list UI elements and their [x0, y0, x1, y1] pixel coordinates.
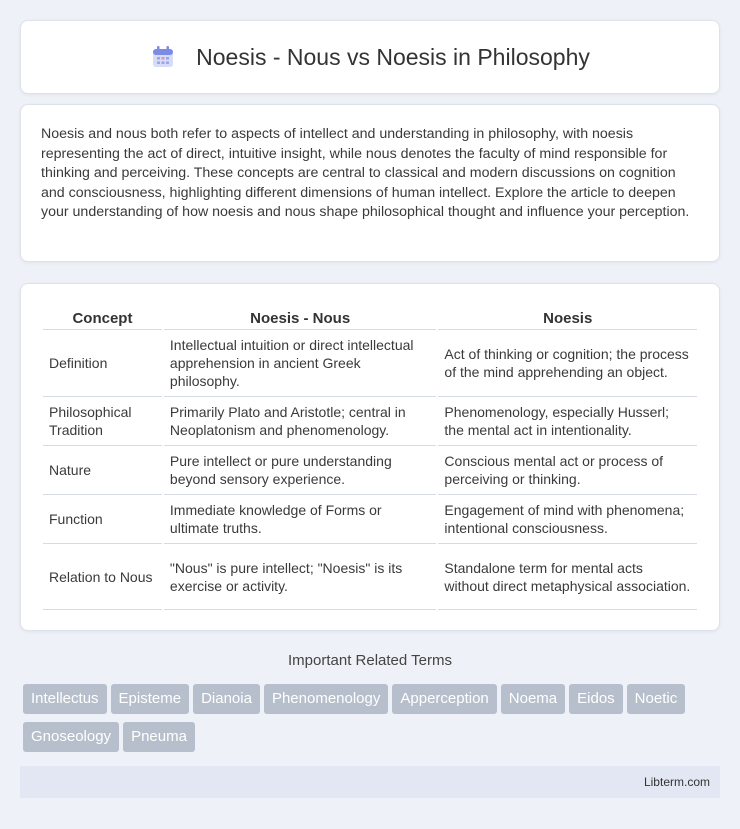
table-row [43, 330, 697, 397]
comparison-table [41, 304, 699, 610]
column-header-noesis: Noesis [438, 304, 697, 330]
intro-paragraph: Noesis and nous both refer to aspects of intellect and understanding in philosophy, with noesis representing the act of direct, intuitive insight, while nous denotes the faculty of mind responsible for thinking and perceiving. These concepts are central to classical and modern discussions on cognition and consciousness, highlighting different dimensions of human intellect. Explore the article to deepen your understanding of how noesis and nous shape philosophical thought and influence your perception. [41, 126, 690, 221]
row-concept: Function [43, 495, 162, 544]
row-noesis-nous: Intellectual intuition or direct intellectual apprehension in ancient Greek philosophy. [164, 330, 437, 397]
related-terms-tags [23, 684, 713, 760]
row-noesis-nous: "Nous" is pure intellect; "Noesis" is its exercise or activity. [164, 544, 437, 610]
row-concept: Nature [43, 446, 162, 495]
related-terms-heading: Important Related Terms [288, 652, 452, 669]
row-concept: Relation to Nous [43, 544, 162, 610]
title-card [20, 20, 720, 94]
tag-noetic[interactable]: Noetic [627, 684, 686, 714]
tag-phenomenology[interactable]: Phenomenology [264, 684, 388, 714]
row-noesis-nous: Pure intellect or pure understanding beyond sensory experience. [164, 446, 437, 495]
tag-noema[interactable]: Noema [501, 684, 565, 714]
footer-brand-link[interactable]: Libterm.com [643, 775, 710, 789]
tag-dianoia[interactable]: Dianoia [193, 684, 260, 714]
table-row [43, 544, 697, 610]
tag-intellectus[interactable]: Intellectus [23, 684, 107, 714]
page-title: Noesis - Nous vs Noesis in Philosophy [196, 43, 590, 70]
table-row [43, 446, 697, 495]
row-noesis: Act of thinking or cognition; the process of the mind apprehending an object. [438, 330, 697, 397]
row-noesis: Standalone term for mental acts without direct metaphysical association. [438, 544, 697, 610]
row-noesis-nous: Immediate knowledge of Forms or ultimate truths. [164, 495, 437, 544]
comparison-card [20, 283, 720, 631]
row-noesis-nous: Primarily Plato and Aristotle; central in Neoplatonism and phenomenology. [164, 397, 437, 446]
column-header-noesis-nous: Noesis - Nous [164, 304, 437, 330]
table-row [43, 495, 697, 544]
tag-apperception[interactable]: Apperception [392, 684, 496, 714]
row-concept: Definition [43, 330, 162, 397]
table-header-row [43, 304, 697, 330]
tag-eidos[interactable]: Eidos [569, 684, 623, 714]
calendar-icon [150, 44, 176, 70]
tag-gnoseology[interactable]: Gnoseology [23, 722, 119, 752]
column-header-concept: Concept [43, 304, 162, 330]
row-noesis: Engagement of mind with phenomena; intentional consciousness. [438, 495, 697, 544]
tag-episteme[interactable]: Episteme [111, 684, 190, 714]
footer [20, 766, 720, 798]
intro-card [20, 104, 720, 262]
row-noesis: Conscious mental act or process of perceiving or thinking. [438, 446, 697, 495]
row-concept: Philosophical Tradition [43, 397, 162, 446]
row-noesis: Phenomenology, especially Husserl; the mental act in intentionality. [438, 397, 697, 446]
table-row [43, 397, 697, 446]
tag-pneuma[interactable]: Pneuma [123, 722, 195, 752]
